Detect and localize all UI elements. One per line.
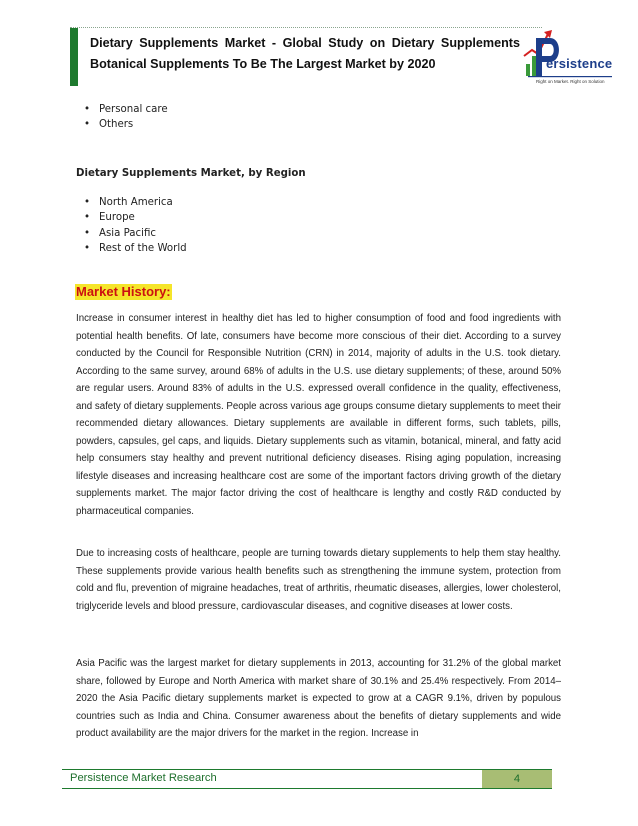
logo-wordmark: ersistence bbox=[546, 56, 613, 71]
footer-company: Persistence Market Research bbox=[70, 772, 217, 784]
list-item: • Rest of the World bbox=[84, 241, 187, 256]
list-item: • Others bbox=[84, 117, 168, 132]
segment-bullet-list bbox=[84, 102, 168, 133]
persistence-logo bbox=[522, 26, 618, 94]
list-item: • Personal care bbox=[84, 102, 168, 117]
paragraph-asia-pacific: Asia Pacific was the largest market for dietary supplements in 2013, accounting for 31.2% of the global market share, followed by Europe and North America with market share of 30.1% and 25.4% respectively. From 2014–2020 the Asia Pacific dietary supplements market is expected to grow at a CAGR 9.1%, driven by populous countries such as India and China. Consumer awareness about the benefits of dietary supplements and wide product availability are the major drivers for the market in the region. Increase in bbox=[76, 658, 561, 739]
header-title-line1: Dietary Supplements Market - Global Study on Dietary Supplements bbox=[90, 36, 520, 50]
region-section-heading: Dietary Supplements Market, by Region bbox=[76, 168, 306, 179]
region-bullet-list bbox=[84, 195, 187, 257]
page-number: 4 bbox=[482, 770, 552, 788]
paragraph-consumer-interest: Increase in consumer interest in healthy diet has led to higher consumption of food and food ingredients with potential health benefits. Of late, consumers have become more conscious of their diet. According to a survey conducted by the Council for Responsible Nutrition (CRN) in 2014, majority of adults in the U.S. took dietary. According to the same survey, around 68% of adults in the U.S. use dietary supplements; of these, around 50% are regular users. Around 83% of adults in the U.S. expressed overall confidence in the quality, effectiveness, and safety of dietary supplements. People across various age groups consume dietary supplements to meet their recommended dietary allowances. Dietary supplements are available in different forms, such tablets, pills, powders, capsules, gel caps, and liquids. Dietary supplements such as vitamin, botanical, mineral, and fatty acid help consumers stay healthy and prevent nutritional deficiency diseases. Rising aging population, increasing lifestyle diseases and increasing healthcare cost are some of the important factors driving growth of the dietary supplements market. The major factor driving the cost of healthcare is lengthy and costly R&D conducted by pharmaceutical companies. bbox=[76, 313, 561, 517]
document-header bbox=[90, 33, 520, 75]
list-item: • Asia Pacific bbox=[84, 226, 187, 241]
logo-tagline: Right on Market. Right on Solution bbox=[536, 79, 605, 84]
list-item: • Europe bbox=[84, 210, 187, 225]
header-top-rule bbox=[70, 27, 542, 29]
list-item: • North America bbox=[84, 195, 187, 210]
market-history-heading: Market History: bbox=[76, 284, 171, 299]
header-title-line2: Botanical Supplements To Be The Largest Market by 2020 bbox=[90, 57, 436, 71]
header-accent-bar bbox=[70, 28, 78, 86]
paragraph-healthcare-costs: Due to increasing costs of healthcare, people are turning towards dietary supplements to help them stay healthy. These supplements provide various health benefits such as strengthening the immune system, protection from cold and flu, prevention of migraine headaches, treat of arthritis, rheumatic diseases, allergies, lower cholesterol, triglyceride levels and blood pressure, cardiovascular diseases, and cognitive diseases at lower costs. bbox=[76, 548, 561, 612]
